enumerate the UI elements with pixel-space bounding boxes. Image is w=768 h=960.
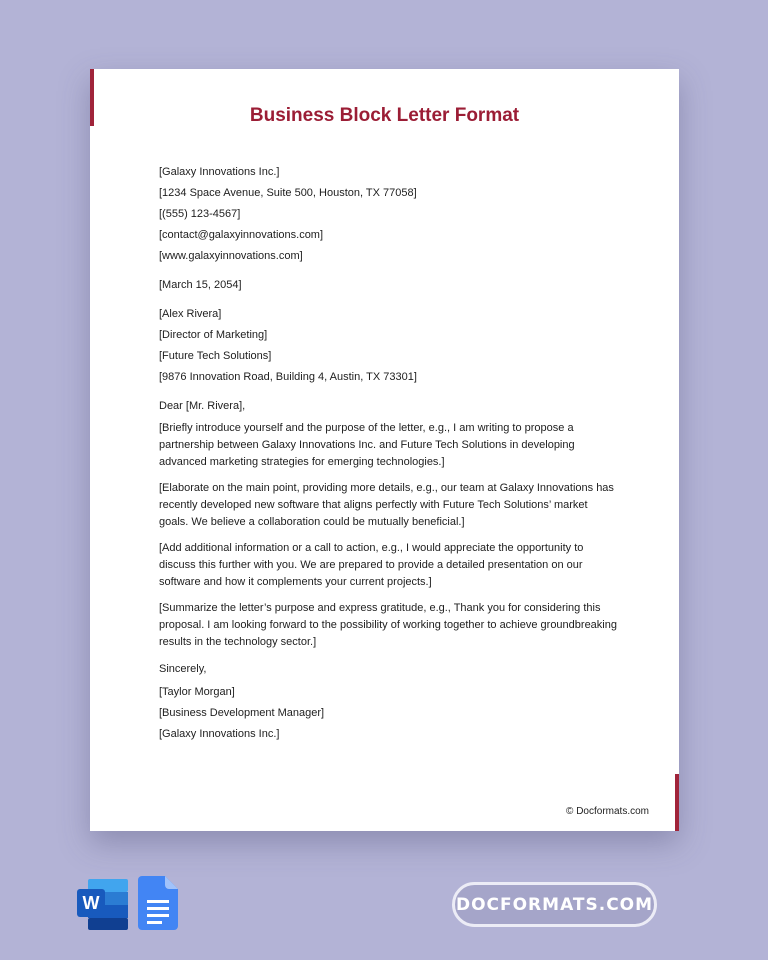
recipient-block — [159, 304, 619, 388]
letter-date: [March 15, 2054] — [159, 279, 242, 291]
recipient-company: [Future Tech Solutions] — [159, 350, 272, 362]
body-paragraph-summary: [Summarize the letter’s purpose and express gratitude, e.g., Thank you for considering this proposal. I am looking forward to the possibility of working together to achieve groundbreaking results in the technology sector.] — [159, 602, 617, 648]
accent-bar-bottom-right — [675, 774, 679, 831]
docformats-site-button[interactable]: DOCFORMATS.COM — [452, 882, 657, 927]
recipient-name: [Alex Rivera] — [159, 308, 222, 320]
sender-block — [159, 162, 619, 267]
letter-page — [90, 69, 679, 831]
sender-company: [Galaxy Innovations Inc.] — [159, 166, 280, 178]
body-paragraph-call-to-action: [Add additional information or a call to action, e.g., I would appreciate the opportunity to discuss this further with you. We are prepared to provide a detailed presentation on our software and how it complements your current projects.] — [159, 542, 584, 588]
recipient-title: [Director of Marketing] — [159, 329, 268, 341]
sender-phone: [(555) 123-4567] — [159, 208, 241, 220]
signature-block — [159, 682, 619, 745]
sender-email: [contact@galaxyinnovations.com] — [159, 229, 324, 241]
signature-name: [Taylor Morgan] — [159, 686, 235, 698]
signature-company: [Galaxy Innovations Inc.] — [159, 728, 280, 740]
svg-text:W: W — [82, 893, 100, 913]
body-paragraph-details: [Elaborate on the main point, providing more details, e.g., our team at Galaxy Innovations has recently developed new software that aligns perfectly with Future Tech Solutions’ market goals. We believe a collaboration could be mutually beneficial.] — [159, 482, 614, 528]
closing: Sincerely, — [159, 663, 207, 675]
google-docs-icon[interactable] — [138, 876, 178, 930]
sender-website: [www.galaxyinnovations.com] — [159, 250, 303, 262]
copyright-notice: © Docformats.com — [566, 806, 649, 817]
letter-title: Business Block Letter Format — [249, 105, 520, 126]
signature-title: [Business Development Manager] — [159, 707, 325, 719]
body-paragraph-intro: [Briefly introduce yourself and the purpose of the letter, e.g., I am writing to propose a partnership between Galaxy Innovations Inc. and Future Tech Solutions in developing advanced marketing strategies for emerging technologies.] — [159, 422, 575, 468]
salutation: Dear [Mr. Rivera], — [159, 400, 246, 412]
letter-body — [159, 162, 619, 745]
microsoft-word-icon[interactable] — [76, 877, 130, 931]
sender-address: [1234 Space Avenue, Suite 500, Houston, TX 77058] — [159, 187, 417, 199]
recipient-address: [9876 Innovation Road, Building 4, Austin, TX 73301] — [159, 371, 417, 383]
